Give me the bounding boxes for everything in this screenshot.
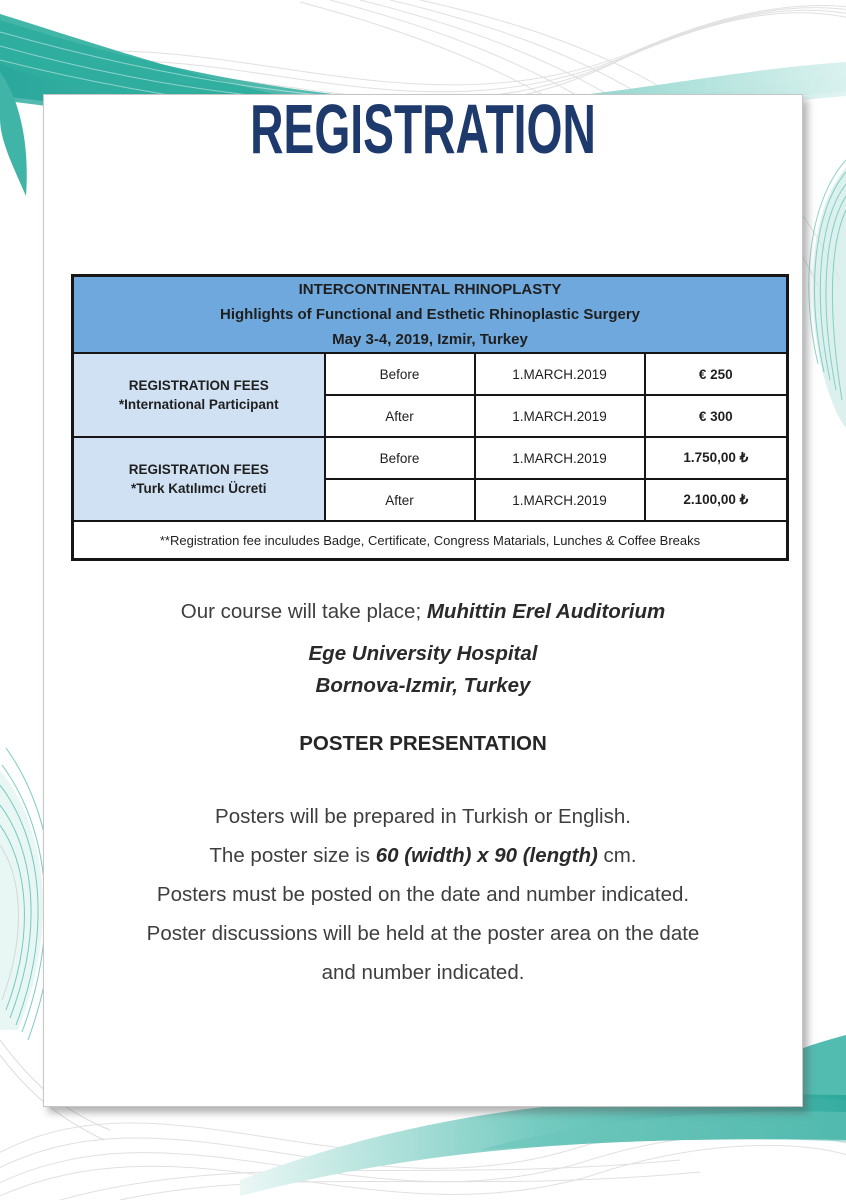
poster-line-4: Poster discussions will be held at the poster area on the date — [146, 922, 700, 945]
table-footnote-row — [73, 521, 788, 560]
venue-intro-text: Our course will take place; — [180, 600, 427, 623]
fee-date-cell: 1.MARCH.2019 — [475, 479, 645, 521]
registration-fee-table — [71, 274, 789, 561]
poster-size-suffix: cm. — [597, 844, 637, 867]
table-header-line-3: May 3-4, 2019, Izmir, Turkey — [332, 331, 528, 348]
poster-presentation-heading: POSTER PRESENTATION — [299, 732, 547, 755]
fee-date-cell: 1.MARCH.2019 — [475, 437, 645, 479]
fee-group-label-line-1: REGISTRATION FEES — [128, 378, 269, 393]
table-header-line-1: INTERCONTINENTAL RHINOPLASTY — [298, 281, 562, 298]
venue-intro-line — [44, 598, 802, 626]
poster-instructions — [44, 797, 802, 992]
fee-date-cell: 1.MARCH.2019 — [475, 395, 645, 437]
fee-amount-cell: 1.750,00 ₺ — [645, 437, 788, 479]
table-header-row — [73, 276, 788, 354]
poster-line-2 — [44, 836, 802, 875]
fee-group-label-line-2: *Turk Katılımcı Ücreti — [130, 481, 267, 496]
poster-size-value: 60 (width) x 90 (length) — [375, 844, 598, 867]
poster-size-prefix: The poster size is — [209, 844, 376, 867]
poster-line-5: and number indicated. — [321, 961, 525, 984]
page-title: REGISTRATION — [250, 90, 596, 168]
venue-address — [44, 638, 802, 702]
table-header-cell — [73, 276, 788, 354]
poster-line-1: Posters will be prepared in Turkish or English. — [215, 805, 631, 828]
fee-period-cell: Before — [325, 353, 475, 395]
fee-group-label-international — [73, 353, 325, 437]
fee-group-label-line-1: REGISTRATION FEES — [128, 462, 269, 477]
fee-period-cell: Before — [325, 437, 475, 479]
venue-hospital: Ege University Hospital — [308, 642, 538, 665]
teal-texture-right — [809, 160, 846, 428]
fee-amount-cell: 2.100,00 ₺ — [645, 479, 788, 521]
poster-line-3: Posters must be posted on the date and number indicated. — [156, 883, 690, 906]
document-card — [43, 90, 803, 1107]
fee-amount-cell: € 250 — [645, 353, 788, 395]
venue-city: Bornova-Izmir, Turkey — [315, 674, 531, 697]
fee-period-cell: After — [325, 395, 475, 437]
table-header-line-2: Highlights of Functional and Esthetic Rhinoplastic Surgery — [220, 306, 641, 323]
fee-period-cell: After — [325, 479, 475, 521]
venue-auditorium: Muhittin Erel Auditorium — [426, 600, 666, 623]
fee-group-label-line-2: *International Participant — [118, 397, 279, 412]
table-footnote: **Registration fee inculudes Badge, Certificate, Congress Matarials, Lunches & Coffee Breaks — [73, 521, 788, 560]
fee-date-cell: 1.MARCH.2019 — [475, 353, 645, 395]
table-row — [73, 353, 788, 395]
table-row — [73, 437, 788, 479]
fee-group-label-turkish — [73, 437, 325, 521]
fee-amount-cell: € 300 — [645, 395, 788, 437]
